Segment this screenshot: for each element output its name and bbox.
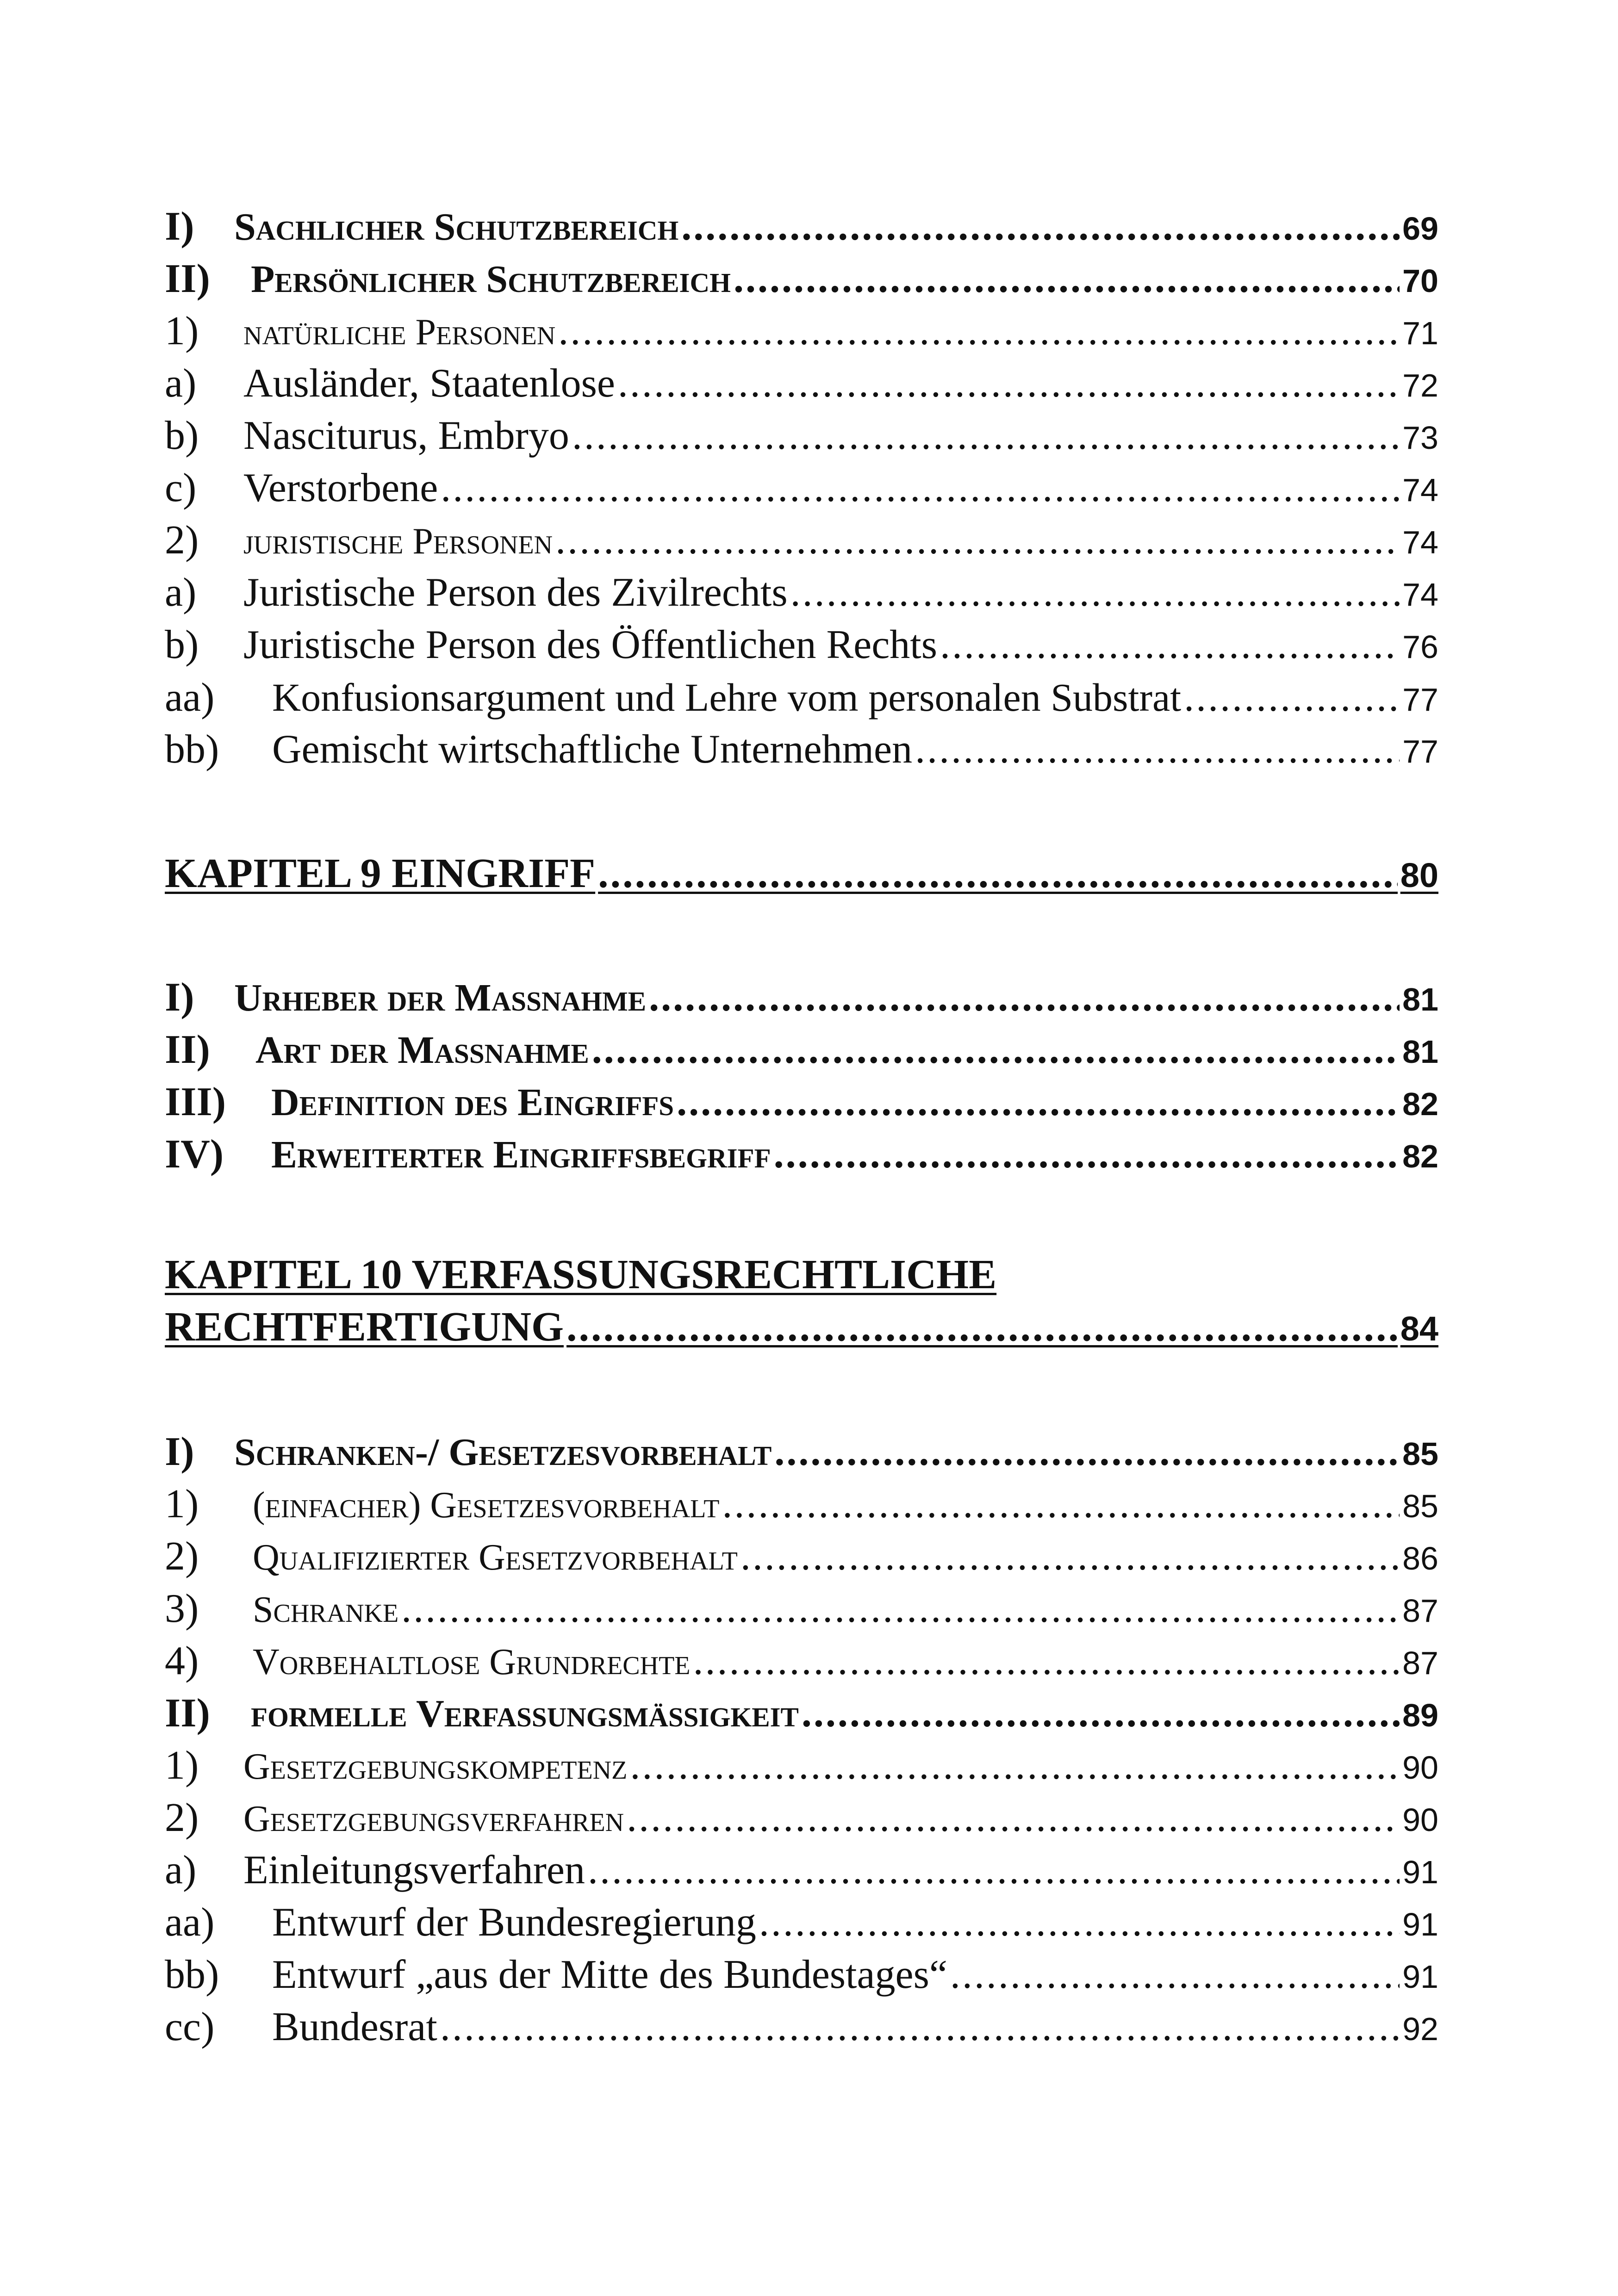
toc-entry-page: 89 [1402, 1697, 1438, 1733]
toc-entry-page: 77 [1402, 682, 1438, 718]
toc-entry[interactable] [165, 726, 1438, 775]
toc-entry-number: II) [165, 256, 210, 301]
toc-leader-dots [802, 1690, 1400, 1737]
toc-entry[interactable] [165, 1690, 1438, 1738]
toc-leader-dots [722, 1481, 1400, 1527]
toc-entry-number: a) [165, 1848, 197, 1893]
toc-entry-page: 82 [1402, 1138, 1438, 1174]
toc-entry-page: 81 [1402, 1034, 1438, 1070]
toc-leader-dots [588, 1847, 1400, 1893]
toc-entry[interactable] [165, 360, 1438, 409]
toc-entry-page: 92 [1402, 2011, 1438, 2047]
toc-entry[interactable] [165, 570, 1438, 618]
toc-entry-title: Nasciturus, Embryo [243, 413, 569, 458]
toc-leader-dots [693, 1638, 1400, 1684]
toc-entry[interactable] [165, 465, 1438, 513]
toc-leader-dots [774, 1429, 1400, 1475]
toc-entry-number: b) [165, 622, 199, 667]
toc-entry[interactable] [165, 674, 1438, 723]
toc-entry-number: aa) [165, 675, 215, 720]
toc-entry-number: I) [165, 975, 194, 1020]
toc-leader-dots [441, 465, 1400, 511]
toc-entry-page: 91 [1402, 1854, 1438, 1890]
toc-entry[interactable] [165, 1847, 1438, 1895]
toc-entry-page: 90 [1402, 1750, 1438, 1786]
toc-entry-number: I) [165, 1429, 194, 1474]
toc-entry-page: 72 [1402, 367, 1438, 403]
toc-leader-dots [1184, 675, 1400, 721]
toc-entry-number: aa) [165, 1900, 215, 1945]
toc-entry-title: (einfacher) Gesetzesvorbehalt [253, 1485, 720, 1526]
toc-entry[interactable] [165, 1795, 1438, 1843]
toc-entry[interactable] [165, 204, 1438, 252]
toc-entry-title: Persönlicher Schutzbereich [251, 258, 731, 301]
toc-entry-title: Juristische Person des Öffentlichen Rechts [243, 622, 937, 667]
toc-entry-number: 2) [165, 1534, 199, 1579]
toc-entry-title: Einleitungsverfahren [243, 1848, 585, 1893]
toc-entry-page: 81 [1402, 981, 1438, 1018]
toc-leader-dots [566, 1304, 1398, 1350]
toc-entry-title: Entwurf „aus der Mitte des Bundestages“ [272, 1952, 947, 1997]
chapter-title: RECHTFERTIGUNG [165, 1304, 564, 1350]
toc-entry-page: 86 [1402, 1540, 1438, 1576]
toc-entry-title: Bundesrat [272, 2004, 437, 2049]
chapter-title-line[interactable]: KAPITEL 10 VERFASSUNGSRECHTLICHE [165, 1252, 997, 1297]
toc-entry-page: 74 [1402, 577, 1438, 613]
toc-leader-dots [734, 256, 1400, 302]
toc-entry-page: 74 [1402, 524, 1438, 560]
toc-entry-title: Gemischt wirtschaftliche Unternehmen [272, 727, 913, 772]
toc-entry-title: Schranke [253, 1589, 399, 1630]
toc-entry-page: 71 [1402, 315, 1438, 351]
toc-leader-dots [759, 1899, 1400, 1946]
toc-entry-title: juristische Personen [243, 521, 553, 562]
toc-leader-dots [950, 1952, 1400, 1998]
toc-entry-number: bb) [165, 727, 219, 772]
toc-entry-title: Juristische Person des Zivilrechts [243, 570, 788, 615]
toc-entry-page: 91 [1402, 1906, 1438, 1942]
toc-entry-page: 87 [1402, 1593, 1438, 1629]
toc-entry[interactable] [165, 1743, 1438, 1791]
toc-entry-number: b) [165, 413, 199, 458]
toc-leader-dots [440, 2004, 1400, 2050]
toc-entry-number: I) [165, 204, 194, 249]
toc-entry-title: Schranken-/ Gesetzesvorbehalt [234, 1431, 772, 1474]
toc-entry-title: Urheber der Maßnahme [234, 976, 647, 1019]
toc-entry-title: Vorbehaltlose Grundrechte [253, 1642, 691, 1682]
toc-entry[interactable] [165, 622, 1438, 670]
toc-leader-dots [630, 1743, 1400, 1789]
toc-leader-dots [401, 1586, 1400, 1632]
toc-entry-number: bb) [165, 1952, 219, 1997]
toc-leader-dots [940, 622, 1400, 668]
toc-entry-number: II) [165, 1691, 210, 1736]
toc-entry-number: II) [165, 1027, 210, 1072]
toc-entry-title: Entwurf der Bundesregierung [272, 1900, 756, 1945]
toc-entry-page: 74 [1402, 472, 1438, 508]
toc-entry-title: Sachlicher Schutzbereich [234, 205, 679, 248]
chapter-title: KAPITEL 9 EINGRIFF [165, 850, 596, 896]
toc-leader-dots [555, 517, 1400, 564]
toc-entry-title: natürliche Personen [243, 312, 556, 353]
toc-entry[interactable] [165, 1638, 1438, 1686]
toc-entry[interactable] [165, 1429, 1438, 1477]
toc-entry-number: 1) [165, 1743, 199, 1788]
toc-entry-number: 3) [165, 1586, 199, 1631]
toc-entry-number: cc) [165, 2004, 215, 2049]
chapter-heading[interactable] [165, 850, 1438, 899]
toc-entry-number: a) [165, 361, 197, 406]
toc-entry[interactable] [165, 2004, 1438, 2052]
toc-leader-dots [572, 413, 1400, 459]
toc-entry[interactable] [165, 1586, 1438, 1634]
toc-entry[interactable] [165, 1131, 1438, 1179]
toc-entry-page: 77 [1402, 733, 1438, 769]
toc-entry-title: Gesetzgebungsverfahren [243, 1799, 624, 1839]
toc-entry-page: 91 [1402, 1959, 1438, 1995]
toc-entry-title: Verstorbene [243, 465, 438, 510]
toc-leader-dots [915, 726, 1400, 773]
toc-entry[interactable] [165, 1533, 1438, 1582]
toc-entry-number: c) [165, 465, 197, 510]
toc-entry-title: formelle Verfassungsmäßigkeit [251, 1692, 799, 1735]
toc-leader-dots [741, 1533, 1400, 1580]
toc-leader-dots [790, 570, 1400, 616]
toc-entry-title: Definition des Eingriffs [271, 1081, 674, 1124]
toc-entry[interactable] [165, 308, 1438, 356]
toc-entry-title: Art der Maßnahme [255, 1029, 589, 1072]
chapter-page: 80 [1400, 856, 1438, 894]
toc-leader-dots [677, 1079, 1400, 1125]
toc-leader-dots [592, 1027, 1400, 1073]
toc-entry-number: 4) [165, 1638, 199, 1683]
toc-entry[interactable] [165, 1027, 1438, 1075]
toc-entry-number: 1) [165, 309, 199, 354]
toc-leader-dots [558, 308, 1400, 354]
toc-entry-page: 85 [1402, 1436, 1438, 1472]
toc-entry[interactable] [165, 1899, 1438, 1948]
toc-leader-dots [618, 360, 1400, 407]
toc-entry-page: 82 [1402, 1086, 1438, 1122]
toc-entry[interactable] [165, 256, 1438, 304]
toc-leader-dots [681, 204, 1400, 250]
toc-entry-number: IV) [165, 1132, 224, 1177]
toc-entry-page: 90 [1402, 1802, 1438, 1838]
toc-entry-number: 2) [165, 1795, 199, 1840]
toc-entry-number: III) [165, 1080, 226, 1124]
toc-entry-page: 76 [1402, 629, 1438, 665]
chapter-heading[interactable] [165, 1304, 1438, 1352]
toc-entry[interactable] [165, 1952, 1438, 2000]
chapter-page: 84 [1400, 1309, 1438, 1348]
toc-leader-dots [627, 1795, 1400, 1841]
toc-entry[interactable] [165, 517, 1438, 565]
toc-entry-title: Ausländer, Staatenlose [243, 361, 615, 406]
toc-entry-title: Gesetzgebungskompetenz [243, 1746, 628, 1787]
toc-leader-dots [598, 850, 1398, 897]
toc-entry-page: 85 [1402, 1488, 1438, 1524]
toc-entry-title: Erweiterter Eingriffsbegriff [271, 1133, 771, 1176]
toc-entry-page: 70 [1402, 263, 1438, 299]
toc-entry-number: 1) [165, 1482, 199, 1527]
toc-entry[interactable] [165, 974, 1438, 1023]
toc-entry-number: 2) [165, 518, 199, 563]
toc-leader-dots [649, 974, 1400, 1021]
toc-entry-title: Qualifizierter Gesetzvorbehalt [253, 1537, 738, 1578]
toc-entry[interactable] [165, 1481, 1438, 1529]
toc-entry-page: 87 [1402, 1645, 1438, 1681]
toc-leader-dots [774, 1131, 1400, 1178]
toc-entry-title: Konfusionsargument und Lehre vom personalen Substrat [272, 675, 1182, 720]
toc-entry[interactable] [165, 1079, 1438, 1127]
toc-entry-page: 69 [1402, 211, 1438, 247]
toc-entry-number: a) [165, 570, 197, 615]
toc-entry-page: 73 [1402, 420, 1438, 456]
toc-entry[interactable] [165, 413, 1438, 461]
